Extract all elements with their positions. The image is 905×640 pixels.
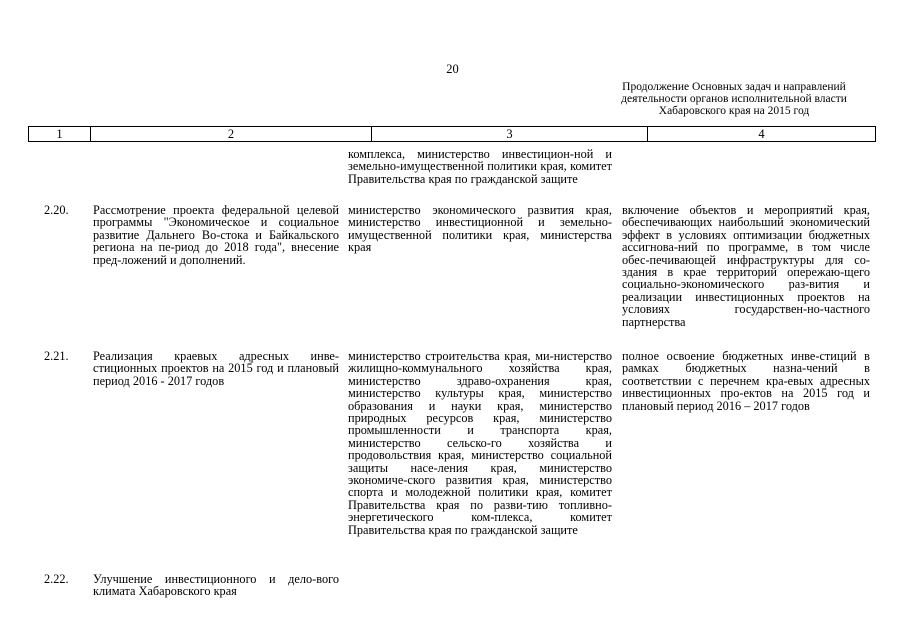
row-number-2-22: 2.22. (44, 572, 69, 586)
column-header-4: 4 (758, 127, 765, 141)
heading-line-1: Продолжение Основных задач и направлений (622, 81, 846, 93)
result-cell-2-21: полное освоение бюджетных инве-стиций в рамках бюджетных назна-чений в соответствии с перечнем кра-евых адресных инвестиционных про-ектов на 2015 год и плановый период 2016 – 2017 годов (622, 349, 870, 413)
heading-line-3: Хабаровского края на 2015 год (658, 105, 810, 117)
task-cell-2-22: Улучшение инвестиционного и дело-вого климата Хабаровского края (93, 572, 339, 599)
column-header-2: 2 (91, 127, 372, 141)
row-number-2-21: 2.21. (44, 349, 69, 363)
table-header-row (28, 126, 876, 142)
column-header-3: 3 (372, 127, 648, 141)
task-cell-2-20: Рассмотрение проекта федеральной целевой программы "Экономическое и социальное развитие Дальнего Во-стока и Байкальского региона на пе-риод до 2018 года", внесение пред-ложений и дополнений. (93, 203, 339, 267)
continuation-heading (599, 81, 869, 117)
responsible-cell-2-21: министерство строительства края, ми-нистерство жилищно-коммунального хозяйства края, министерство здраво-охранения края, министерство культуры края, министерство образования и науки края, министерство природных ресурсов края, министерство промышленности и транспорта края, министерство сельско-го хозяйства и продовольствия края, министерство социальной защиты насе-ления края, министерство экономиче-ского развития края, министерство спорта и молодежной политики края, комитет Правительства края по разви-тию топливно-энергетического ком-плекса, комитет Правительства края по гражданской защите (348, 349, 612, 537)
continuation-responsible-cell: комплекса, министерство инвестицион-ной и земельно-имущественной политики края, комитет Правительства края по гражданской защите (348, 147, 612, 186)
page-number: 20 (446, 62, 459, 76)
heading-line-2: деятельности органов исполнительной власти (621, 93, 847, 105)
task-cell-2-21: Реализация краевых адресных инве-стиционных проектов на 2015 год и плановый период 2016 - 2017 годов (93, 349, 339, 388)
responsible-cell-2-20: министерство экономического развития края, министерство инвестиционной и земельно-имущественной политики края, министерства края (348, 203, 612, 255)
column-header-1: 1 (29, 127, 91, 141)
result-cell-2-20: включение объектов и мероприятий края, обеспечивающих наибольший экономический эффект в условиях оптимизации бюджетных ассигнова-ний по программе, в том числе обес-печивающей инфраструктуры для со-здания в крае территорий опережаю-щего социально-экономического раз-вития и реализации инвестиционных проектов на условиях государствен-но-частного партнерства (622, 203, 870, 329)
row-number-2-20: 2.20. (44, 203, 69, 217)
